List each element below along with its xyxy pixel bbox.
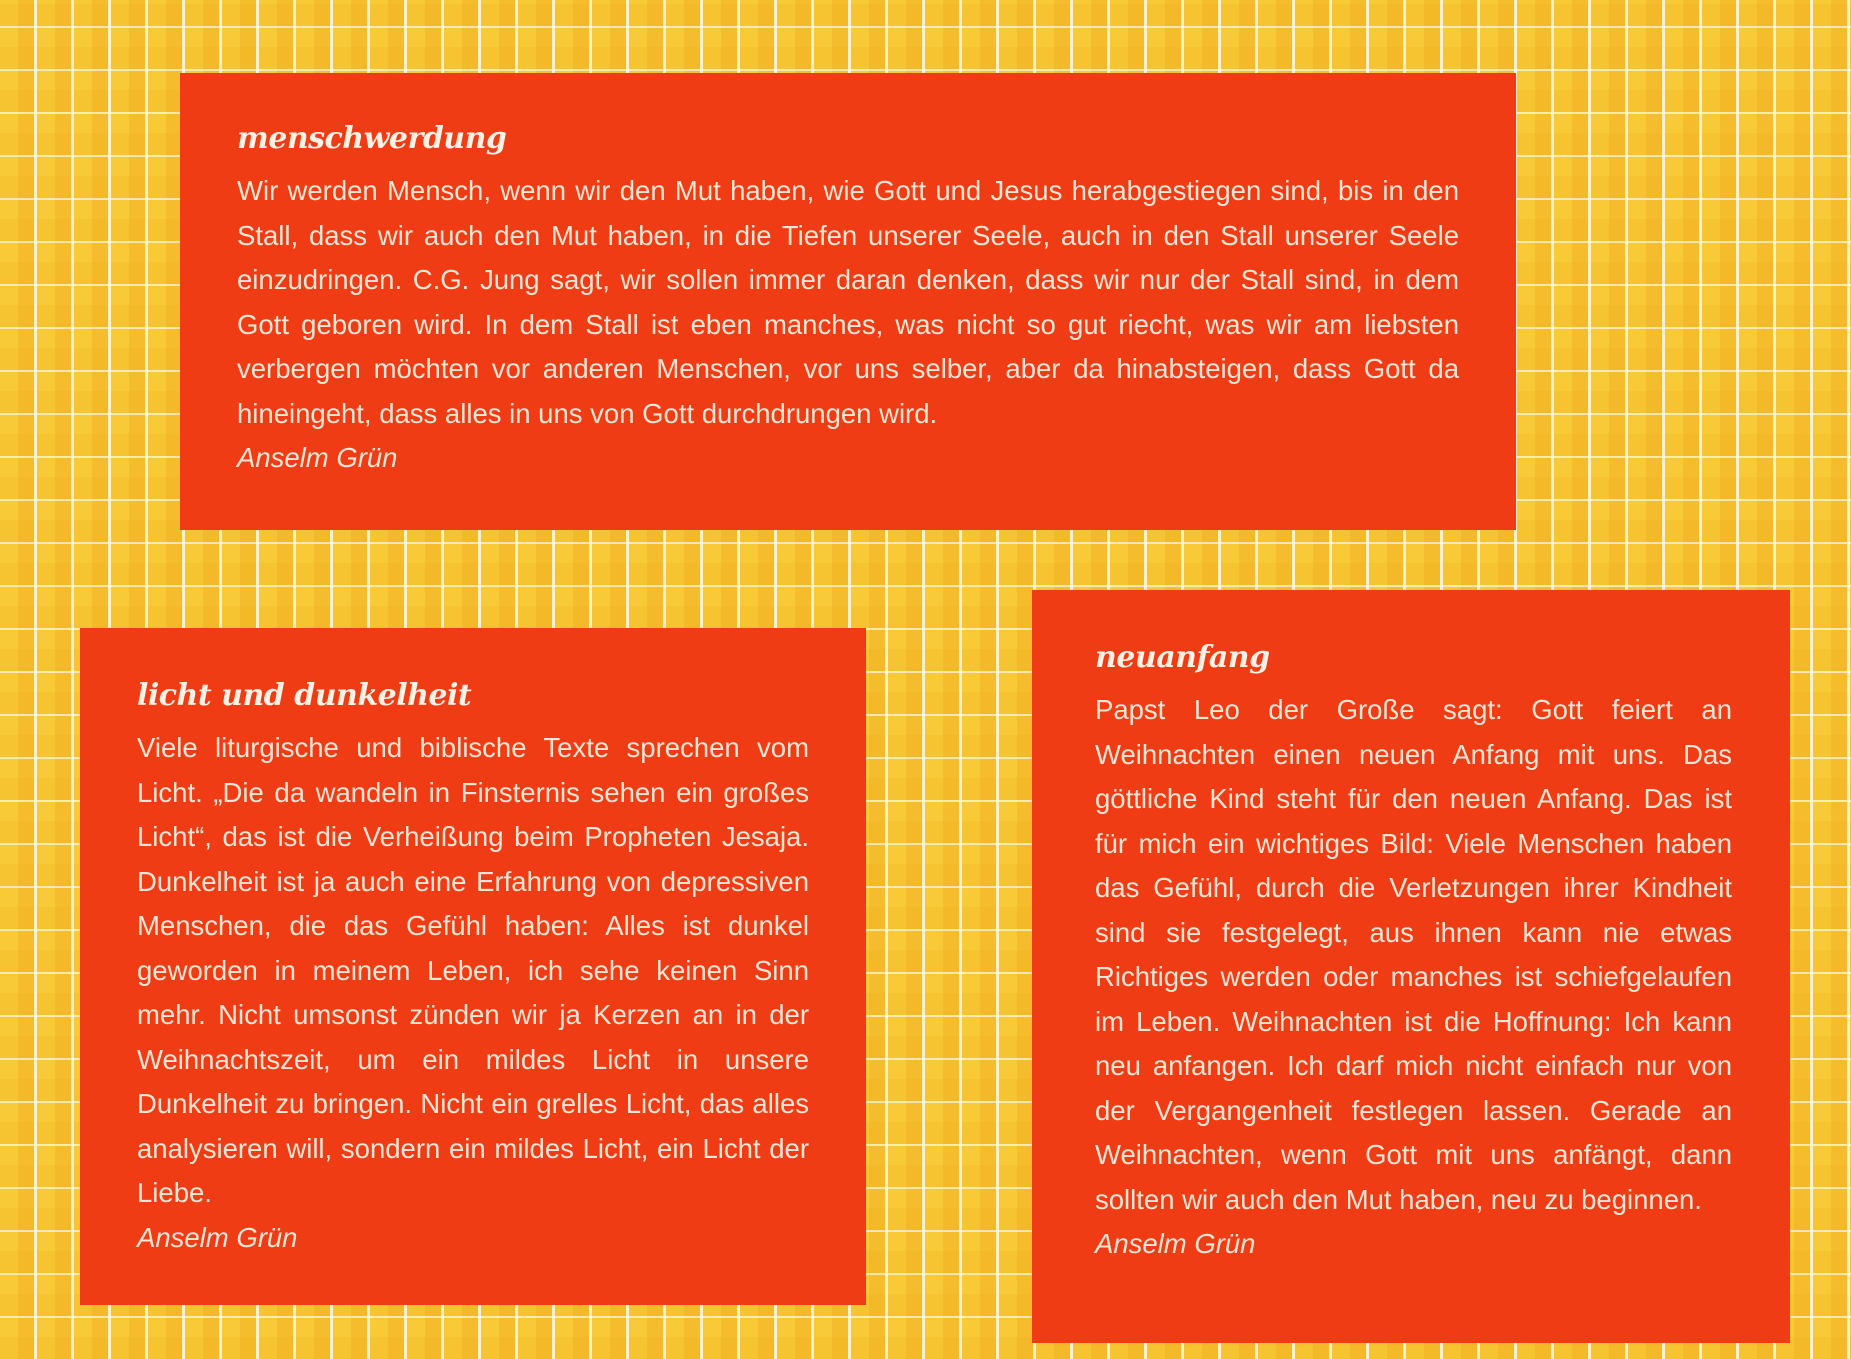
panel-neuanfang bbox=[1032, 590, 1790, 1343]
panel-text: Papst Leo der Große sagt: Gott feiert an Weihnachten einen neuen Anfang mit uns. Das göttliche Kind steht für den neuen Anfang. Das ist für mich ein wichtiges Bild: Viele Menschen haben das Gefühl, durch die Verletzungen ihrer Kindheit sind sie festgelegt, aus ihnen kann nie etwas Richtiges werden oder manches ist schiefgelaufen im Leben. Weihnachten ist die Hoffnung: Ich kann neu anfangen. Ich darf mich nicht einfach nur von der Vergangenheit festlegen lassen. Gerade an Weihnachten, wenn Gott mit uns anfängt, dann sollten wir auch den Mut haben, neu zu beginnen. bbox=[1095, 694, 1732, 1215]
panel-author: Anselm Grün bbox=[137, 1221, 298, 1253]
panel-text: Wir werden Mensch, wenn wir den Mut haben, wie Gott und Jesus herabgestiegen sind, bis in den Stall, dass wir auch den Mut haben, in die Tiefen unserer Seele, auch in den Stall unserer Seele einzudringen. C.G. Jung sagt, wir sollen immer daran denken, dass wir nur der Stall sind, in dem Gott geboren wird. In dem Stall ist eben manches, was nicht so gut riecht, was wir am liebsten verbergen möchten vor anderen Menschen, vor uns selber, aber da hinabsteigen, dass Gott da hineingeht, dass alles in uns von Gott durchdrungen wird. bbox=[237, 175, 1459, 429]
panel-licht-und-dunkelheit bbox=[80, 628, 866, 1305]
panel-author: Anselm Grün bbox=[237, 442, 398, 473]
panel-author: Anselm Grün bbox=[1095, 1228, 1256, 1259]
panel-menschwerdung bbox=[180, 73, 1516, 530]
panel-text: Viele liturgische und biblische Texte sprechen vom Licht. „Die da wandeln in Finsternis sehen ein großes Licht“, das ist die Verheißung beim Propheten Jesaja. Dunkelheit ist ja auch eine Erfahrung von depressiven Menschen, die das Gefühl haben: Alles ist dunkel geworden in meinem Leben, ich sehe keinen Sinn mehr. Nicht umsonst zünden wir ja Kerzen an in der Weihnachtszeit, um ein mildes Licht in unsere Dunkelheit zu bringen. Nicht ein grelles Licht, das alles analysieren will, sondern ein mildes Licht, ein Licht der Liebe. bbox=[137, 732, 809, 1208]
panel-title: neuanfang bbox=[1095, 640, 1270, 675]
panel-title: menschwerdung bbox=[237, 121, 507, 156]
panel-title: licht und dunkelheit bbox=[137, 678, 472, 713]
